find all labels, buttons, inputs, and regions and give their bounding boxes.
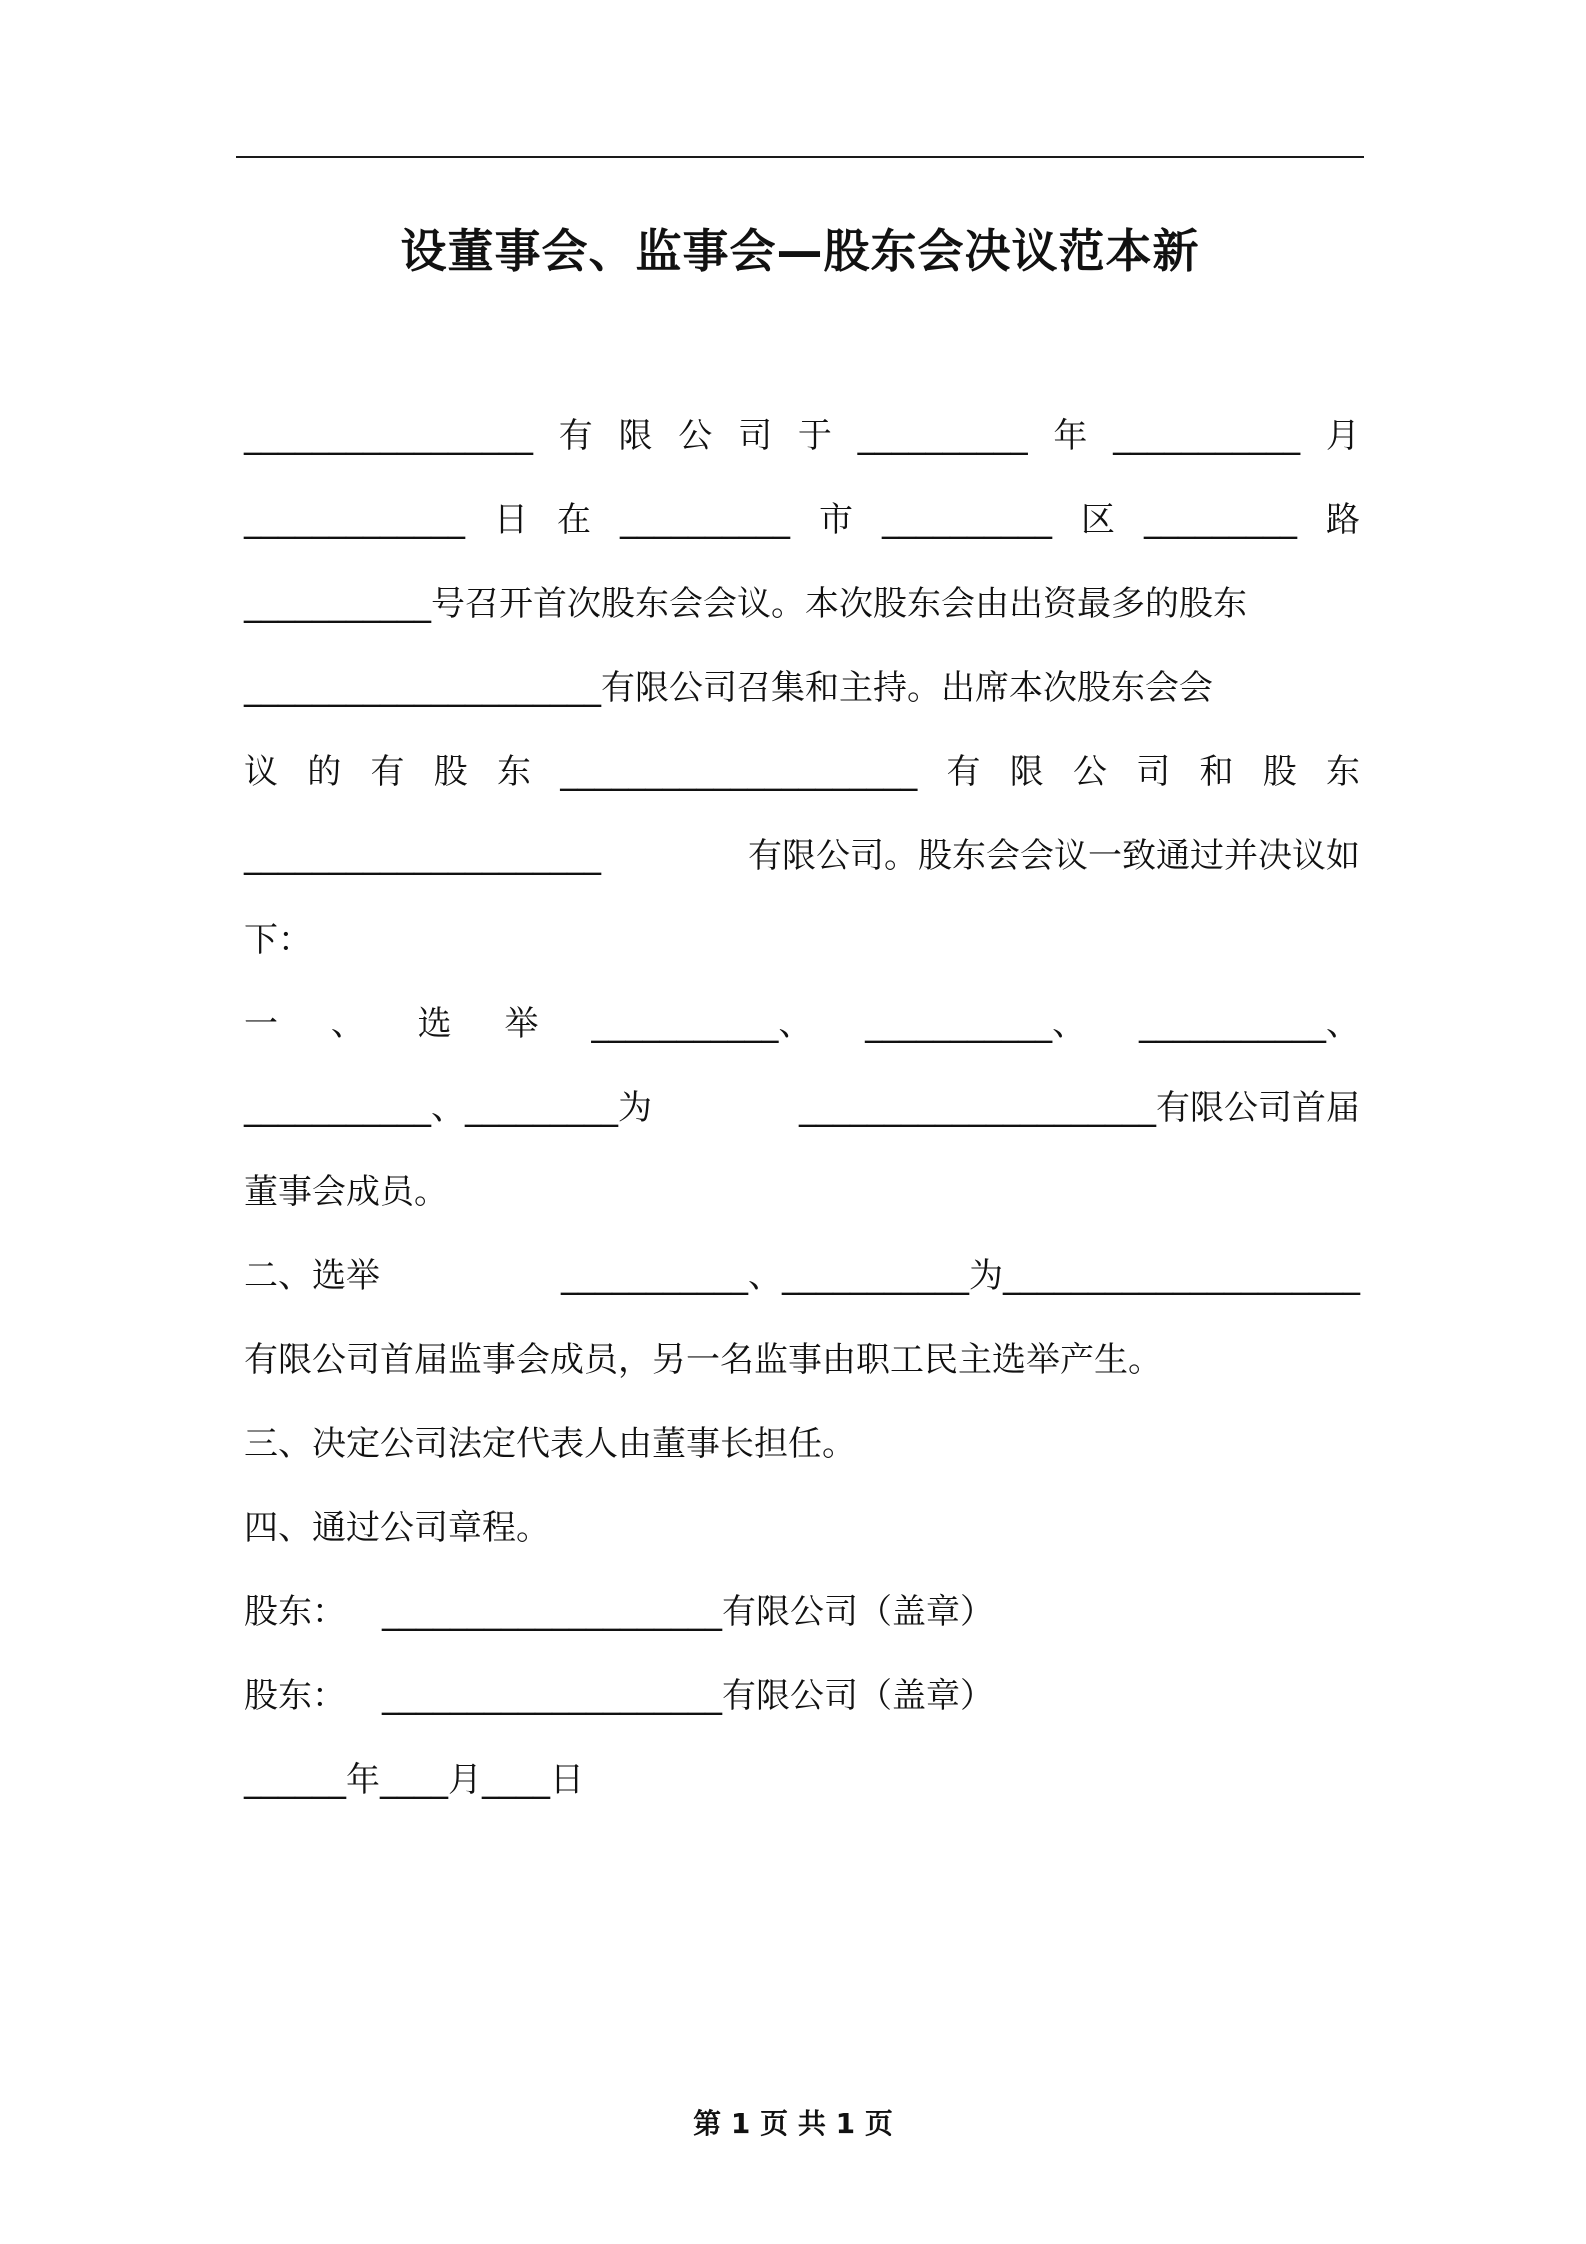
line-text: ______年____月____日 (244, 1760, 584, 1800)
line-text: 股东： (244, 1592, 346, 1632)
line-text: _____________________ (560, 752, 918, 792)
body-line (244, 1168, 1360, 1216)
line-text: 东 (497, 752, 531, 792)
line-text: _________________ (244, 416, 533, 456)
line-text: 和 (1199, 752, 1234, 792)
line-text: 三、决定公司法定代表人由董事长担任。 (244, 1424, 856, 1464)
line-text: _________ (1144, 500, 1297, 540)
body-line (244, 748, 1360, 796)
line-text: 一 (244, 1004, 278, 1044)
line-text: 东 (1326, 752, 1360, 792)
line-text: 有 (370, 752, 405, 792)
line-text: 有限公司首届监事会成员，另一名监事由职工民主选举产生。 (244, 1340, 1162, 1380)
line-text: ___________ (1113, 416, 1301, 456)
line-text: ___________、_________为 (244, 1088, 652, 1128)
body-line (244, 664, 1360, 712)
line-text: 限 (618, 416, 653, 456)
line-text: 四、通过公司章程。 (244, 1508, 550, 1548)
header-rule (236, 156, 1364, 158)
line-text: 限 (1009, 752, 1044, 792)
line-text: _____________ (244, 500, 465, 540)
line-text: ____________________有限公司（盖章） (382, 1592, 994, 1632)
line-text: 区 (1081, 500, 1115, 540)
body-line (244, 1756, 1360, 1804)
line-text: ____________________有限公司（盖章） (382, 1676, 994, 1716)
line-text: 有限公司。股东会会议一致通过并决议如 (748, 836, 1360, 876)
line-text: ___________、 (1138, 1004, 1360, 1044)
body-line (244, 1336, 1360, 1384)
line-text: __________ (857, 416, 1028, 456)
line-text: 、 (330, 1004, 365, 1044)
line-text: 议 (244, 752, 278, 792)
line-text: 董事会成员。 (244, 1172, 448, 1212)
body-line (244, 832, 1360, 880)
line-text: 二、选举 (244, 1256, 380, 1296)
body-line (244, 1588, 1360, 1636)
line-text: _____________________有限公司召集和主持。出席本次股东会会 (244, 668, 1213, 708)
line-text: _____________________有限公司首届 (799, 1088, 1360, 1128)
line-text: 日 (494, 500, 528, 540)
line-text: 股东： (244, 1676, 346, 1716)
line-text: 有 (558, 416, 593, 456)
line-text: 公 (678, 416, 713, 456)
body-line (244, 1000, 1360, 1048)
line-text: __________ (620, 500, 790, 540)
line-text: _____________________ (244, 836, 601, 876)
line-text: __________ (882, 500, 1052, 540)
line-text: ___________号召开首次股东会会议。本次股东会由出资最多的股东 (244, 584, 1247, 624)
body-line (244, 916, 1360, 964)
line-text: 举 (504, 1004, 539, 1044)
line-text: 路 (1326, 500, 1360, 540)
body-line (244, 580, 1360, 628)
line-text: 市 (819, 500, 853, 540)
body-line (244, 1252, 1360, 1300)
body-line (244, 1420, 1360, 1468)
line-text: ___________、___________为_____________________ (561, 1256, 1360, 1296)
body-line (244, 1504, 1360, 1552)
line-text: ___________、 (591, 1004, 813, 1044)
body-line (244, 496, 1360, 544)
line-text: 的 (307, 752, 342, 792)
line-text: 选 (417, 1004, 452, 1044)
line-text: ___________、 (865, 1004, 1087, 1044)
line-text: 于 (797, 416, 832, 456)
line-text: 在 (557, 500, 591, 540)
line-text: 有 (946, 752, 981, 792)
line-text: 股 (433, 752, 468, 792)
body-line (244, 412, 1360, 460)
body-line (244, 1672, 1360, 1720)
body-line (244, 1084, 1360, 1132)
line-text: 司 (738, 416, 773, 456)
line-text: 年 (1053, 416, 1088, 456)
page-footer: 第 1 页 共 1 页 (693, 2107, 893, 2140)
line-text: 下： (244, 920, 312, 960)
line-text: 月 (1325, 416, 1360, 456)
line-text: 公 (1073, 752, 1107, 792)
document-title: 设董事会、监事会—股东会决议范本新 (400, 224, 1200, 278)
line-text: 司 (1136, 752, 1171, 792)
line-text: 股 (1262, 752, 1297, 792)
